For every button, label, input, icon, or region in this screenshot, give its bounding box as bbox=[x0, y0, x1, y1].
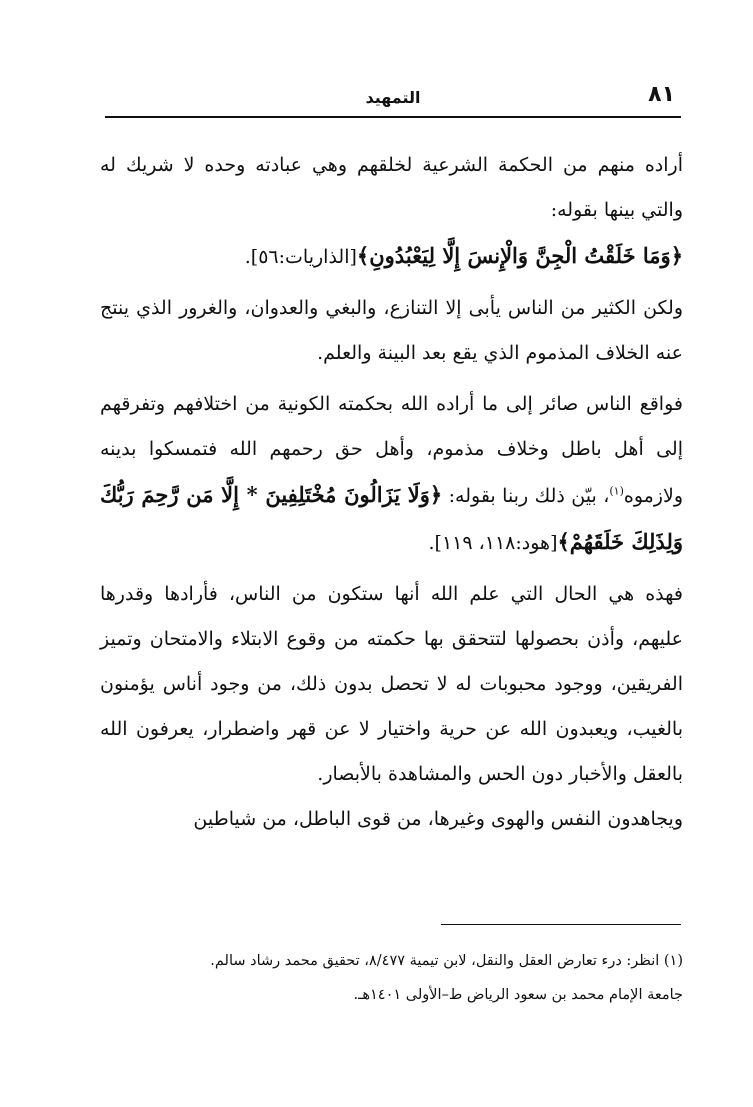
quran-verse: ﴿وَمَا خَلَقْتُ الْجِنَّ وَالْإِنسَ إِلَّا لِيَعْبُدُونِ﴾ bbox=[356, 243, 683, 268]
paragraph-1: أراده منهم من الحكمة الشرعية لخلقهم وهي عبادته وحده لا شريك له والتي بينها بقوله: bbox=[100, 154, 683, 221]
page-number: ٨١ bbox=[648, 82, 675, 107]
paragraph-3-intro: ، بيّن ذلك ربنا بقوله: bbox=[442, 485, 610, 507]
body-text bbox=[100, 143, 683, 842]
running-title: التمهيد bbox=[365, 88, 421, 107]
verse-line-1 bbox=[100, 233, 683, 280]
footnotes bbox=[86, 944, 683, 1012]
footnote-separator bbox=[441, 924, 681, 925]
paragraph-3-text: فواقع الناس صائر إلى ما أراده الله بحكمته الكونية من اختلافهم وتفرقهم إلى أهل باطل وخلاف مذموم، وأهل حق رحمهم الله فتمسكوا بدينه ولازموه bbox=[100, 393, 683, 507]
footnote-1-line-1: (١) انظر: درء تعارض العقل والنقل، لابن تيمية ٨/٤٧٧، تحقيق محمد رشاد سالم. bbox=[210, 953, 683, 969]
page-header bbox=[105, 84, 681, 118]
verse-reference: [هود:١١٨، ١١٩]. bbox=[428, 532, 558, 554]
quran-verse: ﴿وَلَا يَزَالُونَ مُخْتَلِفِينَ * إِلَّا مَن رَّحِمَ رَبُّكَ وَلِذَلِكَ خَلَقَهُمْ﴾ bbox=[100, 482, 683, 554]
paragraph-3 bbox=[100, 382, 683, 566]
paragraph-5: ويجاهدون النفس والهوى وغيرها، من قوى الباطل، من شياطين bbox=[193, 808, 683, 830]
paragraph-4: فهذه هي الحال التي علم الله أنها ستكون من الناس، فأرادها وقدرها عليهم، وأذن بحصولها لتتحقق بها حكمته من وقوع الابتلاء والامتحان وتميز الفريقين، ووجود محبوبات له لا تحصل بدون ذلك، من وجود أناس يؤمنون بالغيب، ويعبدون الله عن حرية واختيار لا عن قهر واضطرار، يعرفون الله بالعقل والأخبار دون الحس والمشاهدة بالأبصار. bbox=[100, 583, 683, 785]
footnote-1-line-2: جامعة الإمام محمد بن سعود الرياض ط–الأولى ١٤٠١هـ. bbox=[353, 987, 683, 1003]
verse-reference: [الذاريات:٥٦]. bbox=[244, 246, 357, 268]
footnote-marker: (١) bbox=[609, 484, 624, 498]
paragraph-2: ولكن الكثير من الناس يأبى إلا التنازع، والبغي والعدوان، والغرور الذي ينتج عنه الخلاف المذموم الذي يقع بعد البينة والعلم. bbox=[100, 297, 683, 364]
